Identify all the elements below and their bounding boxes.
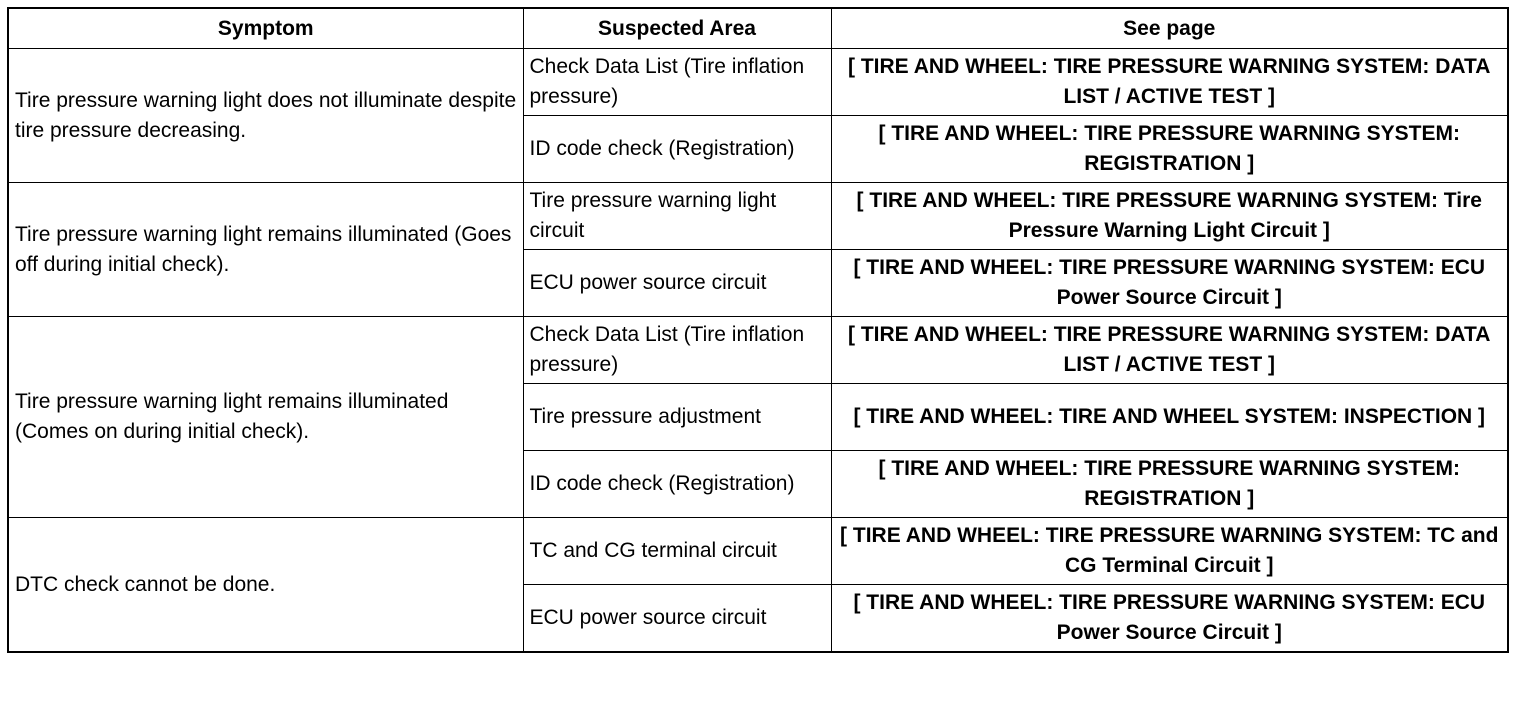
suspected-area-cell: ID code check (Registration) — [523, 451, 831, 518]
suspected-area-cell: Check Data List (Tire inflation pressure) — [523, 317, 831, 384]
see-page-link[interactable]: [ TIRE AND WHEEL: TIRE PRESSURE WARNING SYSTEM: TC and CG Terminal Circuit ] — [831, 518, 1508, 585]
see-page-link[interactable]: [ TIRE AND WHEEL: TIRE PRESSURE WARNING SYSTEM: REGISTRATION ] — [831, 116, 1508, 183]
table-row — [8, 183, 1508, 250]
symptom-cell: DTC check cannot be done. — [8, 518, 523, 653]
header-suspected-area: Suspected Area — [523, 8, 831, 49]
suspected-area-cell: ECU power source circuit — [523, 250, 831, 317]
header-symptom: Symptom — [8, 8, 523, 49]
header-see-page: See page — [831, 8, 1508, 49]
see-page-link[interactable]: [ TIRE AND WHEEL: TIRE PRESSURE WARNING SYSTEM: ECU Power Source Circuit ] — [831, 585, 1508, 653]
see-page-link[interactable]: [ TIRE AND WHEEL: TIRE PRESSURE WARNING SYSTEM: ECU Power Source Circuit ] — [831, 250, 1508, 317]
suspected-area-cell: ECU power source circuit — [523, 585, 831, 653]
see-page-link[interactable]: [ TIRE AND WHEEL: TIRE AND WHEEL SYSTEM: INSPECTION ] — [831, 384, 1508, 451]
symptom-table — [7, 7, 1509, 653]
see-page-link[interactable]: [ TIRE AND WHEEL: TIRE PRESSURE WARNING SYSTEM: DATA LIST / ACTIVE TEST ] — [831, 49, 1508, 116]
suspected-area-cell: TC and CG terminal circuit — [523, 518, 831, 585]
suspected-area-cell: Tire pressure warning light circuit — [523, 183, 831, 250]
header-row — [8, 8, 1508, 49]
symptom-cell: Tire pressure warning light remains illuminated (Goes off during initial check). — [8, 183, 523, 317]
symptom-cell: Tire pressure warning light does not illuminate despite tire pressure decreasing. — [8, 49, 523, 183]
table-row — [8, 49, 1508, 116]
see-page-link[interactable]: [ TIRE AND WHEEL: TIRE PRESSURE WARNING SYSTEM: Tire Pressure Warning Light Circuit ] — [831, 183, 1508, 250]
table-row — [8, 518, 1508, 585]
see-page-link[interactable]: [ TIRE AND WHEEL: TIRE PRESSURE WARNING SYSTEM: REGISTRATION ] — [831, 451, 1508, 518]
suspected-area-cell: Tire pressure adjustment — [523, 384, 831, 451]
suspected-area-cell: ID code check (Registration) — [523, 116, 831, 183]
table-row — [8, 317, 1508, 384]
suspected-area-cell: Check Data List (Tire inflation pressure) — [523, 49, 831, 116]
see-page-link[interactable]: [ TIRE AND WHEEL: TIRE PRESSURE WARNING SYSTEM: DATA LIST / ACTIVE TEST ] — [831, 317, 1508, 384]
symptom-cell: Tire pressure warning light remains illuminated (Comes on during initial check). — [8, 317, 523, 518]
